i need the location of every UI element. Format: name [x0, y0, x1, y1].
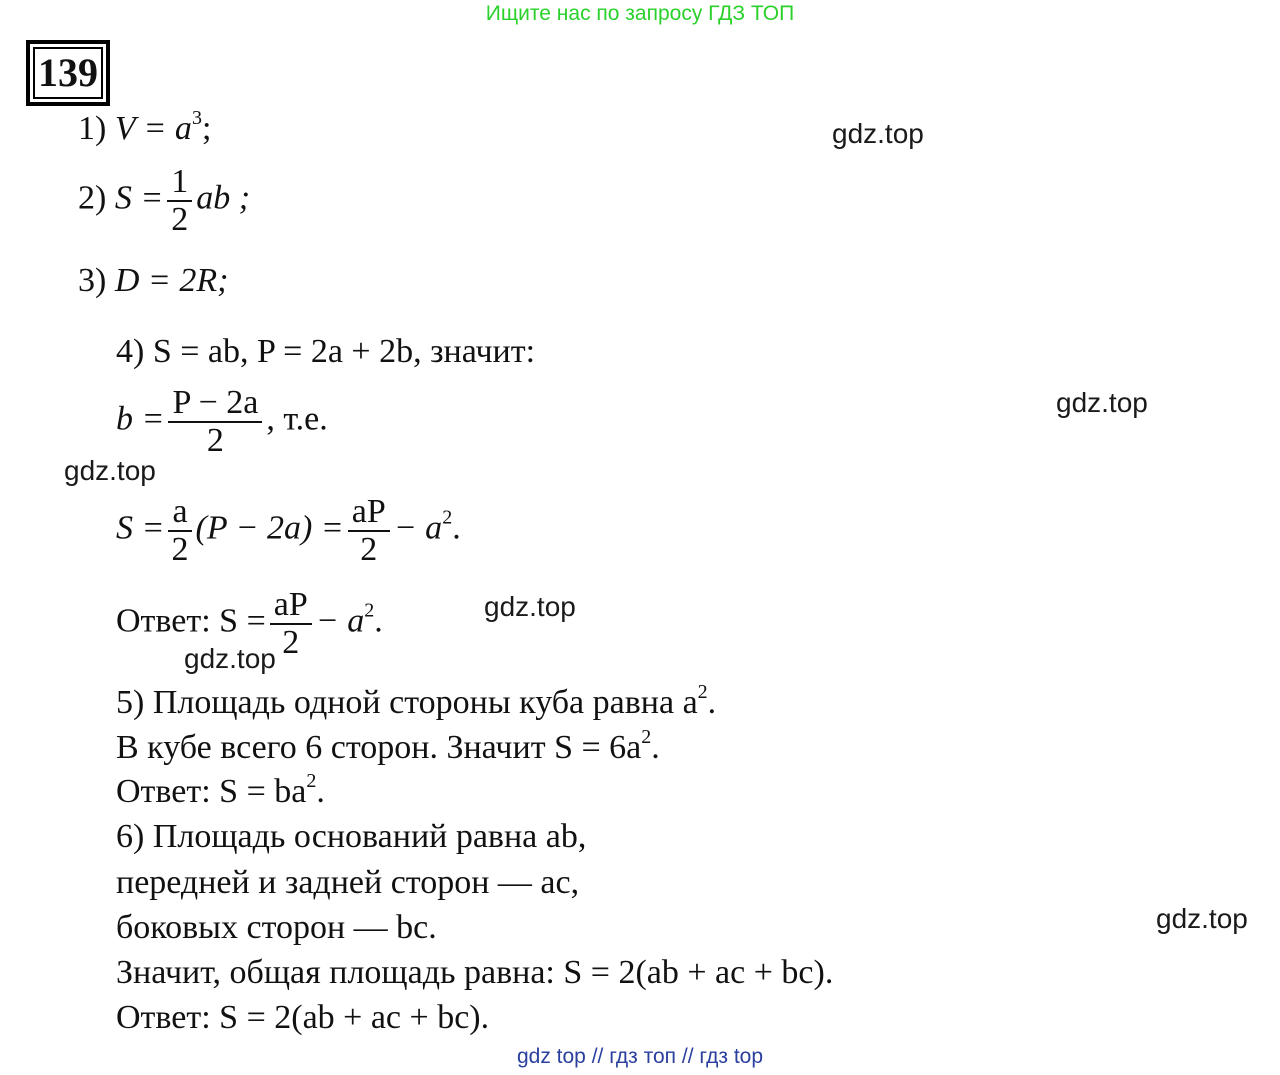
fraction	[168, 494, 191, 567]
search-banner: Ищите нас по запросу ГДЗ ТОП	[485, 2, 795, 25]
formula-cube-volume	[78, 107, 212, 148]
item-label: 3)	[78, 262, 107, 299]
formula-text: , т.е.	[266, 400, 328, 438]
text-end: .	[651, 729, 660, 766]
numerator: 1	[167, 164, 192, 202]
text: Ответ: S = ba	[116, 773, 307, 810]
formula-end: ;	[201, 110, 212, 147]
formula-text: − a	[315, 602, 365, 640]
formula-text: ab ;	[196, 179, 251, 217]
fraction	[167, 164, 192, 237]
watermark: gdz.top	[1056, 387, 1148, 418]
footer-banner: gdz top // гдз топ // гдз top	[516, 1045, 764, 1068]
numerator: aP	[348, 494, 390, 532]
text-end: .	[707, 684, 717, 721]
item6-line1: 6) Площадь оснований равна ab,	[116, 818, 587, 855]
answer-label: Ответ: S =	[116, 602, 266, 640]
watermark: gdz.top	[1156, 903, 1248, 934]
text: 5) Площадь одной стороны куба равна a	[116, 684, 698, 721]
exponent: 2	[364, 599, 375, 622]
formula-end: .	[374, 602, 383, 640]
fraction	[168, 385, 262, 458]
item6-line2: передней и задней сторон — ac,	[116, 864, 580, 901]
formula-text: V = a	[114, 110, 192, 147]
fraction	[348, 494, 390, 567]
formula-triangle-area	[78, 164, 250, 237]
numerator: aP	[270, 587, 312, 625]
answer-4	[116, 587, 383, 660]
answer-6: Ответ: S = 2(ab + ac + bc).	[116, 999, 490, 1036]
item6-line4: Значит, общая площадь равна: S = 2(ab + ac + bc).	[116, 954, 834, 991]
exponent: 2	[641, 726, 652, 748]
watermark: gdz.top	[832, 118, 924, 149]
formula-text: S =	[116, 509, 165, 547]
item6-line3: боковых сторон — bc.	[116, 909, 437, 946]
item4-intro: 4) S = ab, P = 2a + 2b, значит:	[116, 333, 536, 370]
formula-diameter	[78, 262, 228, 300]
item-label: 2)	[78, 179, 107, 217]
watermark: gdz.top	[64, 455, 156, 486]
denominator: 2	[282, 623, 300, 661]
exponent: 2	[306, 770, 317, 792]
answer-5	[116, 770, 325, 811]
numerator: P − 2a	[168, 385, 262, 423]
watermark: gdz.top	[484, 591, 576, 622]
text: В кубе всего 6 сторон. Значит S = 6a	[116, 729, 642, 766]
numerator: a	[168, 494, 191, 532]
text-end: .	[316, 773, 325, 810]
item5-line2	[116, 726, 660, 767]
formula-text: S =	[114, 179, 164, 217]
problem-number: 139	[26, 40, 110, 106]
formula-text: (P − 2a) =	[195, 509, 344, 547]
exponent: 2	[697, 681, 708, 703]
formula-end: .	[452, 509, 461, 547]
formula-text: D = 2R;	[114, 262, 229, 299]
denominator: 2	[171, 200, 189, 238]
formula-text: − a	[393, 509, 443, 547]
exponent: 3	[191, 107, 202, 129]
item5-line1	[116, 681, 717, 722]
watermark: gdz.top	[184, 643, 276, 674]
formula-text: b =	[116, 400, 165, 438]
item-label: 1)	[78, 110, 107, 147]
denominator: 2	[171, 530, 189, 568]
fraction	[270, 587, 312, 660]
formula-s	[116, 494, 461, 567]
denominator: 2	[360, 530, 378, 568]
exponent: 2	[442, 506, 453, 529]
formula-b	[116, 385, 328, 458]
denominator: 2	[206, 421, 224, 459]
